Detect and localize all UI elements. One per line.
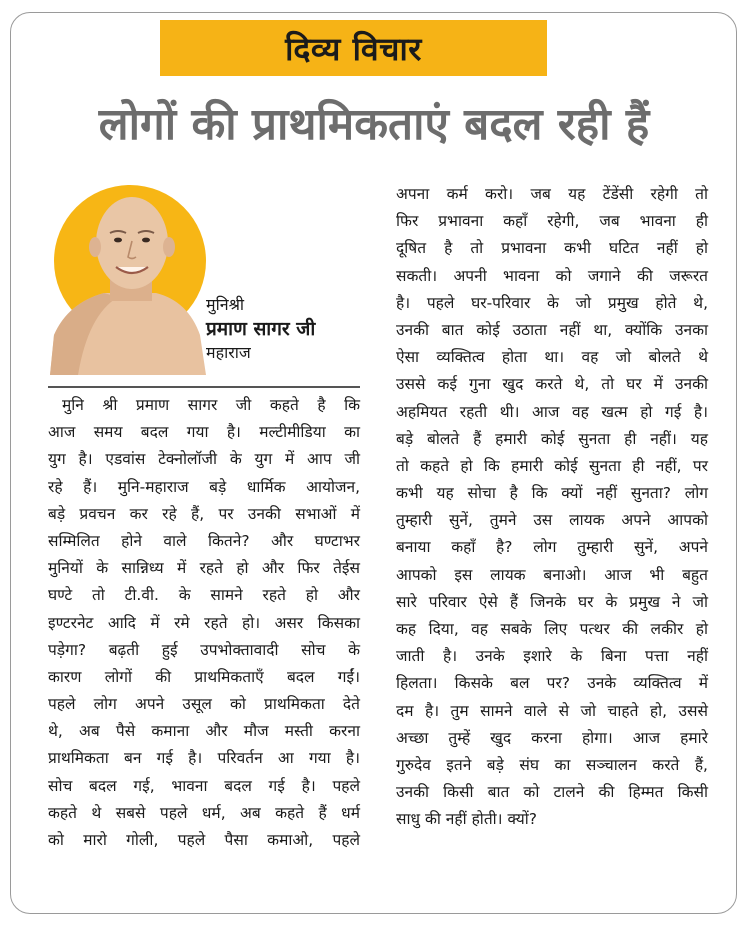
text-line: उनकी बात कोई उठाता नहीं था, क्योंकि उनका: [396, 320, 708, 339]
text-line: हिलता। किसके बल पर? उनके व्यक्तित्व में: [396, 674, 708, 693]
text-line: पहले लोग अपने उसूल को प्राथमिकता देते: [48, 695, 360, 714]
text-line: सारे परिवार ऐसे हैं जिनके घर के प्रमुख ने जो: [396, 592, 708, 611]
text-line: तो कहते हो कि हमारी कोई सुनता ही नहीं, पर: [396, 456, 708, 475]
text-line: सकती। अपनी भावना को जगाने की जरूरत: [396, 266, 708, 285]
text-line: उनकी किसी बात को टालने की हिम्मत किसी: [396, 783, 708, 802]
text-line: जाती है। उनके इशारे के बिना पत्ता नहीं: [396, 647, 708, 666]
text-line: कह दिया, वह सबके लिए पत्थर की लकीर हो: [396, 620, 708, 638]
text-line: बड़े बोलते हैं हमारी कोई सुनता ही नहीं। यह: [396, 429, 708, 448]
text-line: सोच बदल गई, भावना बदल गई है। पहले: [48, 776, 360, 795]
section-banner-title: दिव्य विचार: [285, 29, 422, 68]
author-prefix: मुनिश्री: [206, 295, 245, 314]
text-line: है। पहले घर-परिवार के जो प्रमुख होते थे,: [396, 293, 708, 312]
text-line: पड़ेगा? बढ़ती हुई उपभोक्तावादी सोच के: [48, 640, 360, 659]
text-line: को मारो गोली, पहले पैसा कमाओ, पहले: [48, 831, 360, 849]
text-line: अहमियत रहती थी। आज वह खत्म हो गई है।: [396, 402, 708, 421]
text-line: कभी यह सोचा है कि क्यों नहीं सुनता? लोग: [396, 484, 708, 503]
text-line: फिर प्रभावना कहाँ रहेगी, जब भावना ही: [396, 212, 708, 231]
text-line: मुनियों के सान्निध्य में रहते हो और फिर तेईस: [48, 559, 360, 578]
text-line: उससे कई गुना खुद करते थे, तो घर में उनकी: [396, 375, 708, 394]
text-line: ऐसा व्यक्तित्व होता था। वह जो बोलते थे: [396, 348, 708, 367]
text-line: रहे हैं। मुनि-महाराज बड़े धार्मिक आयोजन,: [48, 477, 360, 496]
text-line: कारण लोगों की प्राथमिकताएँ बदल गईं।: [48, 667, 360, 686]
text-line: घण्टे तो टी.वी. के सामने रहते हो और: [48, 586, 360, 605]
text-line: सम्मिलित होने वाले कितने? और घण्टाभर: [48, 531, 360, 550]
text-line: आज समय बदल गया है। मल्टीमीडिया का: [48, 423, 360, 442]
author-suffix: महाराज: [206, 343, 251, 362]
text-line: युग है। एडवांस टेक्नोलॉजी के युग में आप जी: [48, 450, 360, 469]
text-line: मुनि श्री प्रमाण सागर जी कहते है कि: [62, 396, 360, 414]
author-name: प्रमाण सागर जी: [206, 318, 316, 340]
text-line: इण्टरनेट आदि में रमे रहते हो। असर किसका: [48, 613, 360, 632]
author-portrait: [48, 185, 213, 375]
text-line: साधु की नहीं होती। क्यों?: [396, 810, 537, 829]
text-line: प्राथमिकता बन गई है। परिवर्तन आ गया है।: [48, 749, 360, 768]
author-block: [48, 185, 358, 375]
headline: लोगों की प्राथमिकताएं बदल रही हैं: [98, 99, 650, 150]
text-line: दूषित है तो प्रभावना कभी घटित नहीं हो: [396, 239, 708, 258]
text-line: तुम्हारी सुनें, तुमने उस लायक अपने आपको: [396, 511, 708, 530]
text-line: कहते थे सबसे पहले धर्म, अब कहते हैं धर्म: [48, 803, 360, 822]
text-line: अच्छा तुम्हें खुद करना होगा। आज हमारे: [396, 728, 708, 747]
text-line: आपको इस लायक बनाओ। आज भी बहुत: [396, 565, 708, 584]
right-column: [396, 181, 708, 834]
text-line: थे, अब पैसे कमाना और मौज मस्ती करना: [48, 722, 360, 741]
text-line: अपना कर्म करो। जब यह टेंडेंसी रहेगी तो: [396, 185, 708, 203]
text-line: बड़े प्रवचन कर रहे हैं, पर उनकी सभाओं में: [48, 504, 360, 523]
text-line: बनाया कहाँ है? लोग तुम्हारी सुनें, अपने: [396, 538, 708, 557]
left-column: [48, 386, 360, 854]
section-banner: [160, 20, 547, 76]
text-line: गुरुदेव इतने बड़े संघ का सञ्चालन करते हैं,: [396, 755, 708, 774]
text-line: दम है। तुम सामने वाले से जो चाहते हो, उससे: [396, 701, 708, 720]
